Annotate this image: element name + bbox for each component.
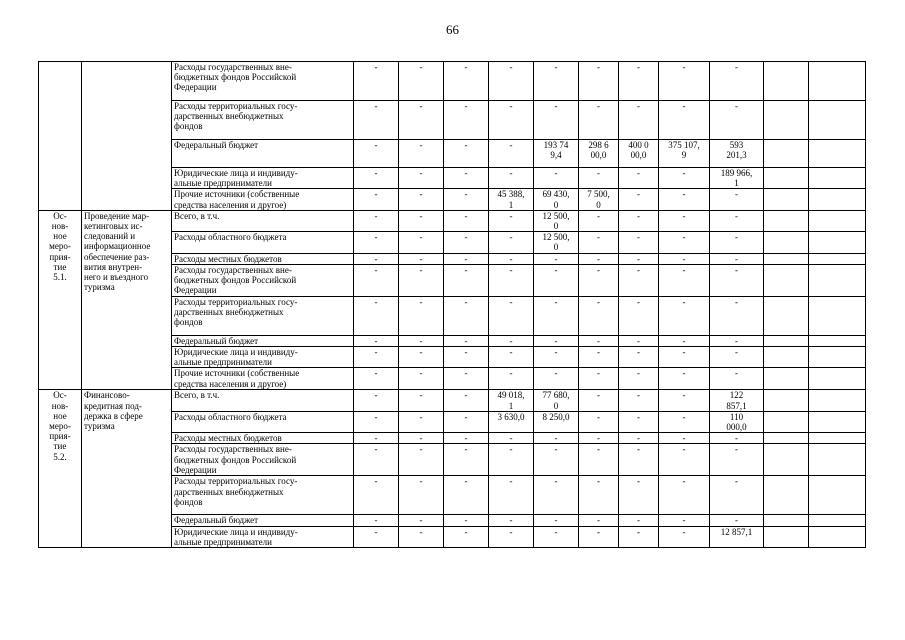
- value-cell: -: [619, 296, 659, 335]
- funding-source-cell: Федеральный бюджет: [172, 335, 354, 346]
- value-cell: -: [659, 210, 710, 231]
- table-row: [39, 390, 866, 411]
- value-cell: -: [444, 296, 489, 335]
- value-cell: -: [444, 347, 489, 368]
- funding-source-cell: Юридические лица и индивиду- альные предприниматели: [172, 168, 354, 189]
- funding-source-cell: Федеральный бюджет: [172, 140, 354, 168]
- funding-source-cell: Расходы областного бюджета: [172, 411, 354, 432]
- value-cell: -: [444, 264, 489, 296]
- value-cell: -: [399, 168, 444, 189]
- value-cell: -: [354, 140, 399, 168]
- funding-source-cell: Расходы государственных вне- бюджетных фондов Российской Федерации: [172, 444, 354, 476]
- value-cell: -: [619, 168, 659, 189]
- page-number: 66: [446, 22, 459, 37]
- value-cell: -: [354, 210, 399, 231]
- value-cell: 593 201,3: [710, 140, 764, 168]
- value-cell: [764, 433, 809, 444]
- value-cell: [809, 62, 866, 101]
- funding-source-cell: Всего, в т.ч.: [172, 210, 354, 231]
- value-cell: 69 430, 0: [534, 189, 579, 210]
- value-cell: [809, 189, 866, 210]
- value-cell: [764, 515, 809, 526]
- value-cell: [764, 411, 809, 432]
- value-cell: -: [579, 232, 619, 253]
- event-name-cell: Финансово- кредитная под- держка в сфере туризма: [82, 390, 172, 548]
- value-cell: -: [399, 62, 444, 101]
- value-cell: -: [354, 347, 399, 368]
- value-cell: [764, 368, 809, 390]
- value-cell: -: [534, 476, 579, 515]
- value-cell: [764, 62, 809, 101]
- value-cell: -: [619, 62, 659, 101]
- value-cell: -: [534, 526, 579, 547]
- value-cell: -: [489, 433, 534, 444]
- table-row: [39, 210, 866, 231]
- value-cell: -: [444, 444, 489, 476]
- value-cell: -: [354, 232, 399, 253]
- table-body: [39, 62, 866, 548]
- value-cell: -: [399, 433, 444, 444]
- value-cell: -: [444, 101, 489, 140]
- value-cell: -: [489, 168, 534, 189]
- value-cell: [809, 232, 866, 253]
- table-row: [39, 62, 866, 101]
- value-cell: -: [444, 140, 489, 168]
- value-cell: -: [659, 368, 710, 390]
- value-cell: -: [399, 390, 444, 411]
- value-cell: 400 0 00,0: [619, 140, 659, 168]
- value-cell: -: [710, 253, 764, 264]
- value-cell: [809, 411, 866, 432]
- funding-source-cell: Прочие источники (собственные средства населения и другое): [172, 189, 354, 210]
- value-cell: 298 6 00,0: [579, 140, 619, 168]
- funding-source-cell: Юридические лица и индивиду- альные предприниматели: [172, 526, 354, 547]
- funding-source-cell: Расходы государственных вне- бюджетных фондов Российской Федерации: [172, 264, 354, 296]
- value-cell: -: [354, 253, 399, 264]
- value-cell: -: [444, 253, 489, 264]
- value-cell: -: [399, 296, 444, 335]
- value-cell: -: [659, 232, 710, 253]
- value-cell: -: [710, 433, 764, 444]
- value-cell: -: [659, 189, 710, 210]
- value-cell: -: [399, 368, 444, 390]
- event-code-cell: Ос- нов- ное меро- прия- тие 5.2.: [39, 390, 82, 548]
- value-cell: 122 857,1: [710, 390, 764, 411]
- value-cell: -: [659, 390, 710, 411]
- value-cell: -: [579, 253, 619, 264]
- funding-source-cell: Расходы государственных вне- бюджетных фондов Российской Федерации: [172, 62, 354, 101]
- value-cell: -: [444, 62, 489, 101]
- value-cell: -: [534, 101, 579, 140]
- value-cell: [764, 526, 809, 547]
- value-cell: -: [354, 515, 399, 526]
- value-cell: [764, 296, 809, 335]
- value-cell: -: [444, 368, 489, 390]
- value-cell: -: [489, 62, 534, 101]
- value-cell: -: [444, 232, 489, 253]
- value-cell: -: [579, 210, 619, 231]
- value-cell: -: [399, 526, 444, 547]
- value-cell: -: [710, 368, 764, 390]
- value-cell: -: [444, 433, 489, 444]
- value-cell: -: [354, 62, 399, 101]
- value-cell: -: [489, 335, 534, 346]
- value-cell: [809, 296, 866, 335]
- value-cell: -: [619, 433, 659, 444]
- value-cell: -: [534, 335, 579, 346]
- value-cell: [764, 444, 809, 476]
- value-cell: -: [354, 444, 399, 476]
- value-cell: -: [619, 335, 659, 346]
- value-cell: -: [534, 296, 579, 335]
- value-cell: -: [534, 168, 579, 189]
- value-cell: -: [489, 264, 534, 296]
- value-cell: -: [534, 433, 579, 444]
- value-cell: -: [489, 140, 534, 168]
- value-cell: -: [399, 210, 444, 231]
- value-cell: -: [354, 526, 399, 547]
- value-cell: -: [534, 62, 579, 101]
- value-cell: 189 966, 1: [710, 168, 764, 189]
- value-cell: -: [534, 368, 579, 390]
- value-cell: [764, 168, 809, 189]
- value-cell: -: [710, 264, 764, 296]
- value-cell: -: [489, 296, 534, 335]
- value-cell: -: [399, 476, 444, 515]
- value-cell: -: [354, 264, 399, 296]
- value-cell: -: [354, 101, 399, 140]
- value-cell: -: [710, 62, 764, 101]
- value-cell: 8 250,0: [534, 411, 579, 432]
- value-cell: [809, 101, 866, 140]
- value-cell: -: [579, 368, 619, 390]
- value-cell: -: [619, 210, 659, 231]
- value-cell: -: [619, 411, 659, 432]
- value-cell: -: [444, 335, 489, 346]
- value-cell: [809, 526, 866, 547]
- value-cell: -: [399, 264, 444, 296]
- value-cell: -: [659, 411, 710, 432]
- value-cell: [764, 390, 809, 411]
- value-cell: 7 500, 0: [579, 189, 619, 210]
- value-cell: -: [659, 335, 710, 346]
- value-cell: -: [489, 253, 534, 264]
- value-cell: -: [619, 368, 659, 390]
- value-cell: -: [659, 253, 710, 264]
- value-cell: -: [619, 189, 659, 210]
- value-cell: -: [534, 444, 579, 476]
- funding-source-cell: Расходы территориальных госу- дарственных внебюджетных фондов: [172, 101, 354, 140]
- value-cell: -: [710, 476, 764, 515]
- value-cell: [764, 253, 809, 264]
- value-cell: 12 500, 0: [534, 210, 579, 231]
- funding-source-cell: Федеральный бюджет: [172, 515, 354, 526]
- value-cell: -: [444, 210, 489, 231]
- value-cell: -: [619, 390, 659, 411]
- value-cell: -: [579, 390, 619, 411]
- value-cell: -: [354, 433, 399, 444]
- value-cell: [809, 168, 866, 189]
- value-cell: -: [399, 140, 444, 168]
- value-cell: 45 388, 1: [489, 189, 534, 210]
- value-cell: -: [710, 444, 764, 476]
- value-cell: 49 018, 1: [489, 390, 534, 411]
- value-cell: [764, 140, 809, 168]
- value-cell: -: [354, 296, 399, 335]
- value-cell: -: [444, 476, 489, 515]
- value-cell: [764, 476, 809, 515]
- value-cell: -: [354, 390, 399, 411]
- value-cell: -: [399, 232, 444, 253]
- value-cell: -: [710, 296, 764, 335]
- value-cell: [809, 390, 866, 411]
- value-cell: -: [489, 101, 534, 140]
- value-cell: [809, 515, 866, 526]
- value-cell: -: [489, 526, 534, 547]
- value-cell: -: [534, 253, 579, 264]
- value-cell: -: [659, 62, 710, 101]
- value-cell: -: [534, 264, 579, 296]
- value-cell: -: [619, 264, 659, 296]
- value-cell: 77 680, 0: [534, 390, 579, 411]
- funding-source-cell: Всего, в т.ч.: [172, 390, 354, 411]
- value-cell: -: [579, 335, 619, 346]
- value-cell: [764, 210, 809, 231]
- value-cell: -: [399, 347, 444, 368]
- event-code-cell: [39, 62, 82, 211]
- value-cell: -: [399, 335, 444, 346]
- value-cell: [764, 335, 809, 346]
- value-cell: -: [619, 101, 659, 140]
- value-cell: [764, 232, 809, 253]
- value-cell: -: [579, 168, 619, 189]
- value-cell: [809, 347, 866, 368]
- value-cell: -: [659, 515, 710, 526]
- value-cell: [809, 335, 866, 346]
- value-cell: -: [354, 168, 399, 189]
- value-cell: -: [399, 444, 444, 476]
- value-cell: -: [579, 433, 619, 444]
- event-name-cell: Проведение мар- кетинговых ис- следований и информационное обеспечение раз- вития внутрен- него и въездного туризма: [82, 210, 172, 390]
- value-cell: -: [354, 368, 399, 390]
- value-cell: [809, 444, 866, 476]
- value-cell: -: [579, 264, 619, 296]
- funding-source-cell: Расходы местных бюджетов: [172, 253, 354, 264]
- value-cell: -: [579, 101, 619, 140]
- value-cell: -: [659, 526, 710, 547]
- value-cell: 110 000,0: [710, 411, 764, 432]
- value-cell: [764, 189, 809, 210]
- value-cell: -: [659, 347, 710, 368]
- value-cell: -: [579, 476, 619, 515]
- funding-source-cell: Расходы территориальных госу- дарственных внебюджетных фондов: [172, 296, 354, 335]
- value-cell: -: [444, 411, 489, 432]
- value-cell: [809, 140, 866, 168]
- value-cell: -: [710, 210, 764, 231]
- value-cell: 375 107, 9: [659, 140, 710, 168]
- event-name-cell: [82, 62, 172, 211]
- value-cell: -: [619, 232, 659, 253]
- value-cell: -: [619, 526, 659, 547]
- value-cell: [764, 347, 809, 368]
- funding-source-cell: Расходы территориальных госу- дарственных внебюджетных фондов: [172, 476, 354, 515]
- value-cell: -: [579, 296, 619, 335]
- value-cell: -: [534, 515, 579, 526]
- value-cell: 12 857,1: [710, 526, 764, 547]
- value-cell: [809, 476, 866, 515]
- value-cell: -: [354, 335, 399, 346]
- value-cell: -: [399, 411, 444, 432]
- value-cell: -: [489, 210, 534, 231]
- value-cell: -: [710, 232, 764, 253]
- funding-source-cell: Расходы местных бюджетов: [172, 433, 354, 444]
- financing-table: [38, 61, 866, 548]
- event-code-cell: Ос- нов- ное меро- прия- тие 5.1.: [39, 210, 82, 390]
- value-cell: -: [579, 62, 619, 101]
- value-cell: -: [659, 433, 710, 444]
- value-cell: -: [489, 232, 534, 253]
- value-cell: [809, 264, 866, 296]
- value-cell: -: [489, 476, 534, 515]
- value-cell: -: [710, 347, 764, 368]
- value-cell: -: [710, 335, 764, 346]
- value-cell: -: [489, 444, 534, 476]
- value-cell: 12 500, 0: [534, 232, 579, 253]
- value-cell: -: [444, 526, 489, 547]
- value-cell: -: [489, 347, 534, 368]
- value-cell: -: [659, 168, 710, 189]
- value-cell: -: [619, 253, 659, 264]
- value-cell: -: [354, 411, 399, 432]
- value-cell: -: [619, 476, 659, 515]
- value-cell: -: [619, 444, 659, 476]
- value-cell: -: [354, 476, 399, 515]
- funding-source-cell: Прочие источники (собственные средства населения и другое): [172, 368, 354, 390]
- value-cell: -: [710, 515, 764, 526]
- value-cell: -: [444, 515, 489, 526]
- value-cell: -: [489, 368, 534, 390]
- value-cell: -: [659, 476, 710, 515]
- value-cell: -: [659, 264, 710, 296]
- value-cell: -: [579, 347, 619, 368]
- value-cell: -: [444, 390, 489, 411]
- value-cell: -: [579, 526, 619, 547]
- value-cell: 193 74 9,4: [534, 140, 579, 168]
- value-cell: [764, 101, 809, 140]
- value-cell: -: [399, 515, 444, 526]
- value-cell: [809, 433, 866, 444]
- value-cell: [809, 210, 866, 231]
- value-cell: -: [579, 444, 619, 476]
- value-cell: -: [399, 253, 444, 264]
- value-cell: -: [489, 515, 534, 526]
- funding-source-cell: Расходы областного бюджета: [172, 232, 354, 253]
- value-cell: -: [659, 101, 710, 140]
- value-cell: -: [579, 515, 619, 526]
- value-cell: -: [579, 411, 619, 432]
- value-cell: -: [710, 189, 764, 210]
- value-cell: -: [619, 515, 659, 526]
- value-cell: -: [710, 101, 764, 140]
- value-cell: -: [444, 168, 489, 189]
- value-cell: [809, 253, 866, 264]
- value-cell: -: [354, 189, 399, 210]
- value-cell: -: [444, 189, 489, 210]
- value-cell: -: [399, 189, 444, 210]
- value-cell: -: [659, 444, 710, 476]
- value-cell: [809, 368, 866, 390]
- value-cell: -: [534, 347, 579, 368]
- value-cell: -: [659, 296, 710, 335]
- value-cell: [764, 264, 809, 296]
- value-cell: 3 630,0: [489, 411, 534, 432]
- funding-source-cell: Юридические лица и индивиду- альные предприниматели: [172, 347, 354, 368]
- value-cell: -: [399, 101, 444, 140]
- value-cell: -: [619, 347, 659, 368]
